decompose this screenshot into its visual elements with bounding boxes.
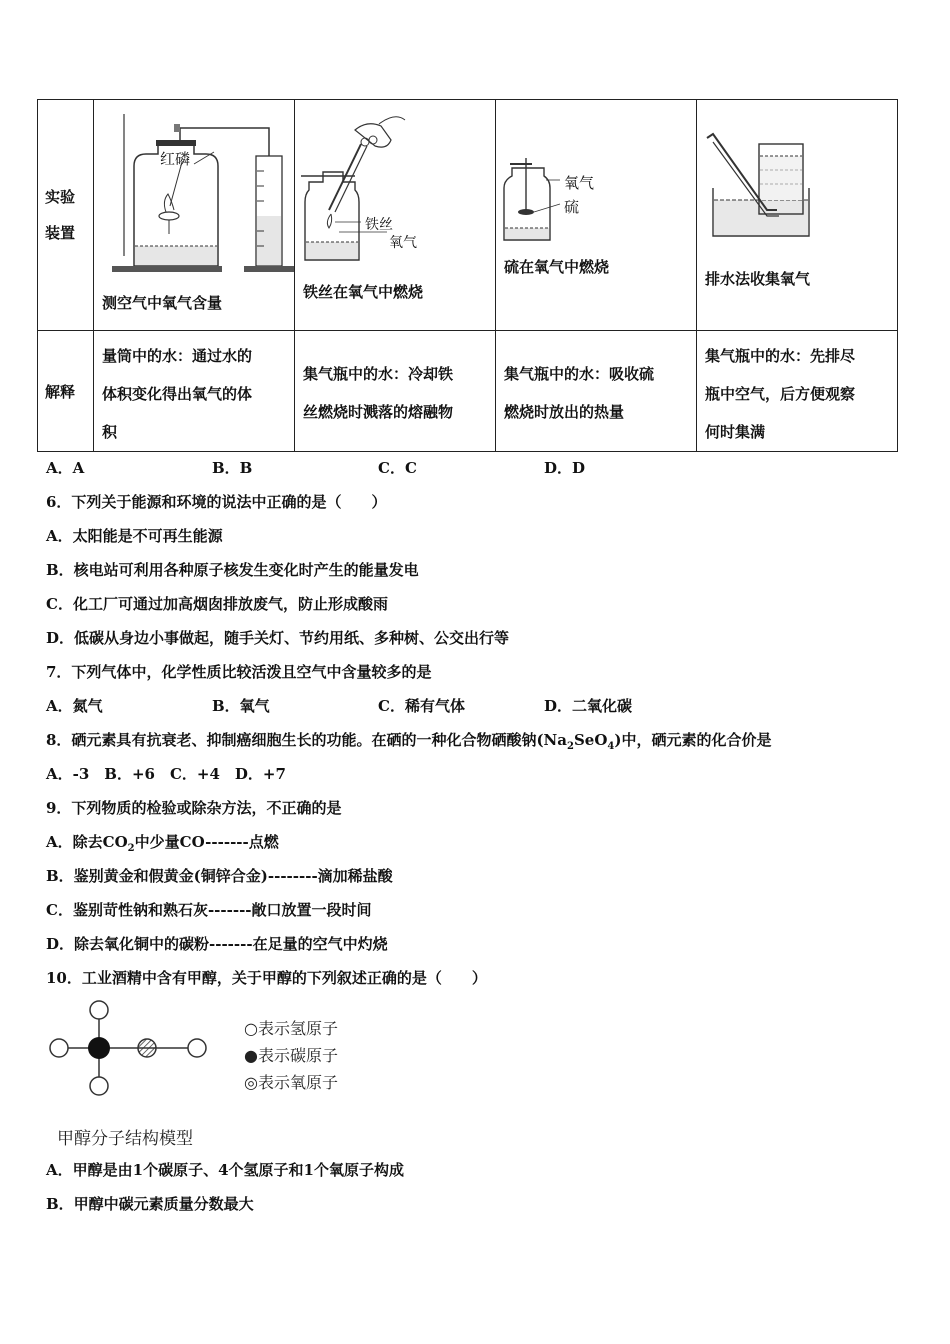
q9-option-c: C．鉴别苛性钠和熟石灰-------敞口放置一段时间 — [46, 901, 372, 919]
q5-option-a: A．A — [46, 459, 85, 477]
q9-stem: 9．下列物质的检验或除杂方法，不正确的是 — [46, 799, 342, 817]
q8-options: A．-3 B．+6 C．+4 D．+7 — [46, 765, 286, 783]
hydrogen-atom-top — [90, 1001, 108, 1019]
q6-option-b: B．核电站可利用各种原子核发生变化时产生的能量发电 — [46, 561, 419, 579]
hydrogen-atom-right — [188, 1039, 206, 1057]
oxygen-content-apparatus-figure — [94, 106, 294, 281]
q6-stem: 6．下列关于能源和环境的说法中正确的是（ ） — [46, 493, 387, 511]
label-oxygen-c: 氧气 — [564, 174, 595, 192]
apparatus-cell-d — [697, 100, 898, 331]
explanation-a: 量筒中的水：通过水的 体积变化得出氧气的体 积 — [94, 331, 295, 452]
q10-option-a: A．甲醇是由1个碳原子、4个氢原子和1个氧原子构成 — [46, 1161, 404, 1179]
caption-d: 排水法收集氧气 — [705, 270, 811, 288]
q5-option-d: D．D — [544, 459, 586, 477]
label-oxygen-b: 氧气 — [389, 235, 417, 251]
q10-stem: 10．工业酒精中含有甲醇，关于甲醇的下列叙述正确的是（ ） — [46, 969, 487, 987]
q6-option-d: D．低碳从身边小事做起，随手关灯、节约用纸、多种树、公交出行等 — [46, 629, 510, 647]
label-iron-wire: 铁丝 — [365, 217, 393, 233]
q9-option-a: A．除去$CO_2$中少量CO-------点燃 — [46, 833, 279, 854]
q9-option-b: B．鉴别黄金和假黄金(铜锌合金)--------滴加稀盐酸 — [46, 867, 393, 885]
apparatus-cell-c — [496, 100, 697, 331]
oxygen-atom — [138, 1039, 156, 1057]
caption-b: 铁丝在氧气中燃烧 — [303, 283, 424, 301]
hydrogen-atom-left — [50, 1039, 68, 1057]
water-displacement-apparatus-figure — [697, 130, 897, 250]
q8-stem: 8．硒元素具有抗衰老、抑制癌细胞生长的功能。在硒的一种化合物硒酸钠$(Na_2SeO_4)$中，硒元素的化合价是 — [46, 731, 772, 752]
q5-options — [46, 457, 585, 478]
q7-option-d: D．二氧化碳 — [544, 697, 633, 715]
row-header-explain: 解释 — [38, 331, 94, 452]
model-caption: 甲醇分子结构模型 — [57, 1129, 193, 1149]
q5-option-b: B．B — [212, 459, 253, 477]
q7-stem: 7．下列气体中，化学性质比较活泼且空气中含量较多的是 — [46, 663, 432, 681]
caption-a: 测空气中氧气含量 — [102, 294, 223, 312]
q6-option-a: A．太阳能是不可再生能源 — [46, 527, 223, 545]
hydrogen-atom-bottom — [90, 1077, 108, 1095]
experiment-table — [37, 99, 898, 452]
q7-option-a: A．氮气 — [46, 697, 103, 715]
apparatus-cell-b — [295, 100, 496, 331]
apparatus-row — [38, 100, 898, 331]
methanol-molecule-model — [40, 998, 220, 1108]
legend-oxygen: ◎表示氧原子 — [244, 1073, 338, 1092]
legend-hydrogen: ○表示氢原子 — [244, 1019, 338, 1038]
explanation-c: 集气瓶中的水：吸收硫 燃烧时放出的热量 — [496, 331, 697, 452]
explanation-b: 集气瓶中的水：冷却铁 丝燃烧时溅落的熔融物 — [295, 331, 496, 452]
carbon-atom — [88, 1037, 110, 1059]
q7-options — [46, 695, 632, 716]
q10-option-b: B．甲醇中碳元素质量分数最大 — [46, 1195, 254, 1213]
explanation-row — [38, 331, 898, 452]
explanation-d: 集气瓶中的水：先排尽 瓶中空气，后方便观察 何时集满 — [697, 331, 898, 452]
label-red-phosphorus: 红磷 — [160, 150, 191, 168]
sulfur-apparatus-figure — [496, 140, 696, 260]
q9-option-d: D．除去氧化铜中的碳粉-------在足量的空气中灼烧 — [46, 935, 388, 953]
q5-option-c: C．C — [378, 459, 417, 477]
row-header-apparatus: 实验 装置 — [38, 100, 94, 331]
q6-option-c: C．化工厂可通过加高烟囱排放废气，防止形成酸雨 — [46, 595, 388, 613]
apparatus-cell-a — [94, 100, 295, 331]
label-sulfur: 硫 — [564, 198, 580, 216]
q7-option-c: C．稀有气体 — [378, 697, 465, 715]
legend-carbon: ●表示碳原子 — [244, 1046, 338, 1065]
caption-c: 硫在氧气中燃烧 — [504, 258, 610, 276]
q7-option-b: B．氧气 — [212, 697, 270, 715]
